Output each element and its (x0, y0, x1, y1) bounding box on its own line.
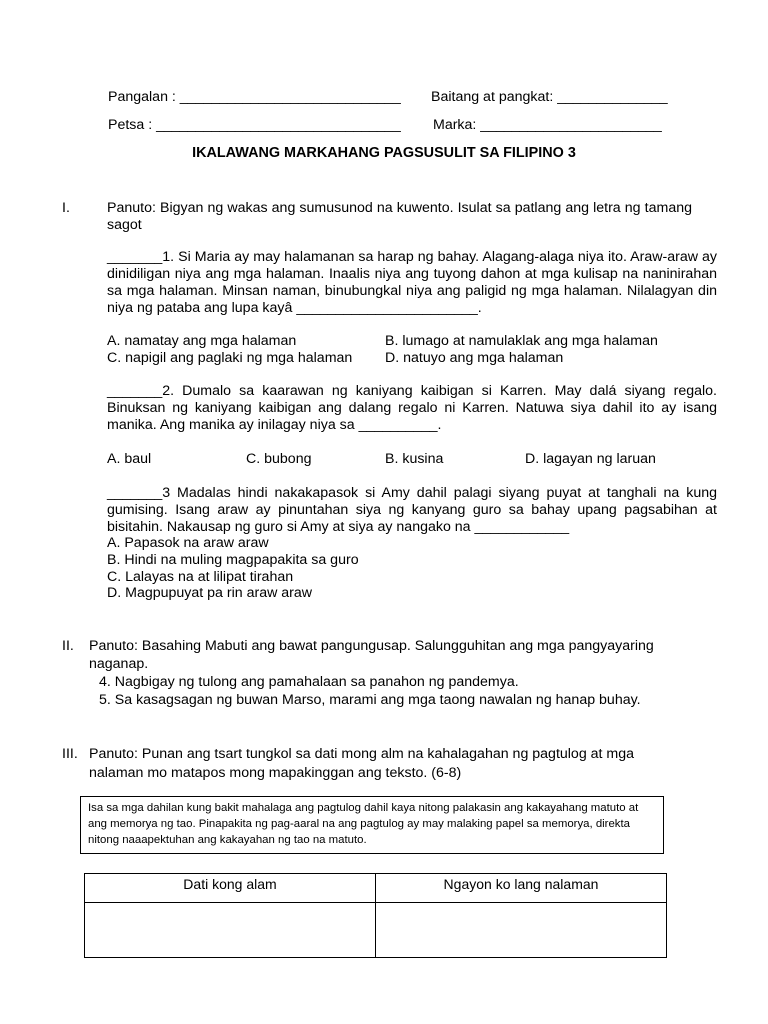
chart-cell-new-knowledge[interactable] (376, 903, 667, 958)
section-2-instruction-line-1: Panuto: Basahing Mabuti ang bawat pangungusap. Salungguhitan ang mga pangyayaring (89, 638, 654, 654)
question-3-option-b: B. Hindi na muling magpapakita sa guro (107, 552, 359, 568)
question-3-option-d: D. Magpupuyat pa rin araw araw (107, 585, 313, 601)
name-field-label: Pangalan : ____________________________ (108, 89, 401, 105)
section-1-instruction: Panuto: Bigyan ng wakas ang sumusunod na kuwento. Isulat sa patlang ang letra ng tamang sagot (107, 200, 692, 233)
question-2-option-b: B. kusina (385, 451, 444, 467)
question-2-text: _______2. Dumalo sa kaarawan ng kaniyang kaibigan si Karren. May dalá siyang regalo. Binuksan ng kaniyang kaibigan ang dalang regalo ni Karren. Natuwa siya dahil ito ay isang manika. Ang manika ay inilagay niya sa __________. (107, 383, 717, 433)
reading-passage-box (80, 796, 664, 854)
chart-answer-row (85, 903, 667, 958)
section-3-numeral: III. (62, 746, 78, 762)
question-2-option-d: D. lagayan ng laruan (525, 451, 656, 467)
section-2-instruction-line-2: naganap. (89, 656, 149, 672)
knowledge-chart (84, 873, 667, 958)
section-2-numeral: II. (62, 638, 74, 654)
date-field-label: Petsa : _______________________________ (108, 117, 401, 133)
section-2-item-4: 4. Nagbigay ng tulong ang pamahalaan sa panahon ng pandemya. (99, 674, 519, 690)
chart-cell-prior-knowledge[interactable] (85, 903, 376, 958)
question-1-option-b: B. lumago at namulaklak ang mga halaman (385, 333, 658, 349)
chart-header-row (85, 874, 667, 903)
chart-header-prior-knowledge: Dati kong alam (85, 874, 376, 903)
reading-passage-text: Isa sa mga dahilan kung bakit mahalaga ang pagtulog dahil kaya nitong palakasin ang kakayahang matuto at ang memorya ng tao. Pinapakita ng pag-aaral na ang pagtulog ay may malaking papel sa memorya, direkta nitong naaapektuhan ang kakayahan ng tao na matuto. (88, 802, 639, 846)
question-3-option-a: A. Papasok na araw araw (107, 535, 269, 551)
question-1-text: _______1. Si Maria ay may halamanan sa harap ng bahay. Alagang-alaga niya ito. Araw-araw ay dinidiligan niya ang mga halaman. Inaalis niya ang tuyong dahon at mga kulisap na naninirahan sa mga halaman. Minsan naman, binubungkal niya ang paligid ng mga halaman. Nilalagyan din niya ng pataba ang lupa kayâ _______________________. (107, 249, 717, 316)
score-field-label: Marka: _______________________ (433, 117, 662, 133)
question-3-text: _______3 Madalas hindi nakakapasok si Amy dahil palagi siyang puyat at tanghali na kung gumising. Isang araw ay pinuntahan siya ng kanyang guro sa bahay upang pagsabihan at bisitahin. Nakausap ng guro si Amy at siya ay nangako na ____________ (107, 485, 717, 535)
question-2-option-c: C. bubong (246, 451, 312, 467)
page-title: IKALAWANG MARKAHANG PAGSUSULIT SA FILIPINO 3 (192, 145, 576, 161)
chart-header-new-knowledge: Ngayon ko lang nalaman (376, 874, 667, 903)
section-3-instruction-line-1: Panuto: Punan ang tsart tungkol sa dati mong alm na kahalagahan ng pagtulog at mga (89, 746, 635, 762)
grade-field-label: Baitang at pangkat: ______________ (431, 89, 668, 105)
section-2-item-5: 5. Sa kasagsagan ng buwan Marso, marami ang mga taong nawalan ng hanap buhay. (99, 692, 641, 708)
question-2-option-a: A. baul (107, 451, 152, 467)
section-3-instruction-line-2: nalaman mo matapos mong mapakinggan ang teksto. (6-8) (89, 765, 462, 781)
section-1-numeral: I. (62, 200, 70, 216)
question-1-option-c: C. napigil ang paglaki ng mga halaman (107, 350, 353, 366)
question-1-option-a: A. namatay ang mga halaman (107, 333, 297, 349)
question-1-option-d: D. natuyo ang mga halaman (385, 350, 564, 366)
question-3-option-c: C. Lalayas na at lilipat tirahan (107, 569, 294, 585)
